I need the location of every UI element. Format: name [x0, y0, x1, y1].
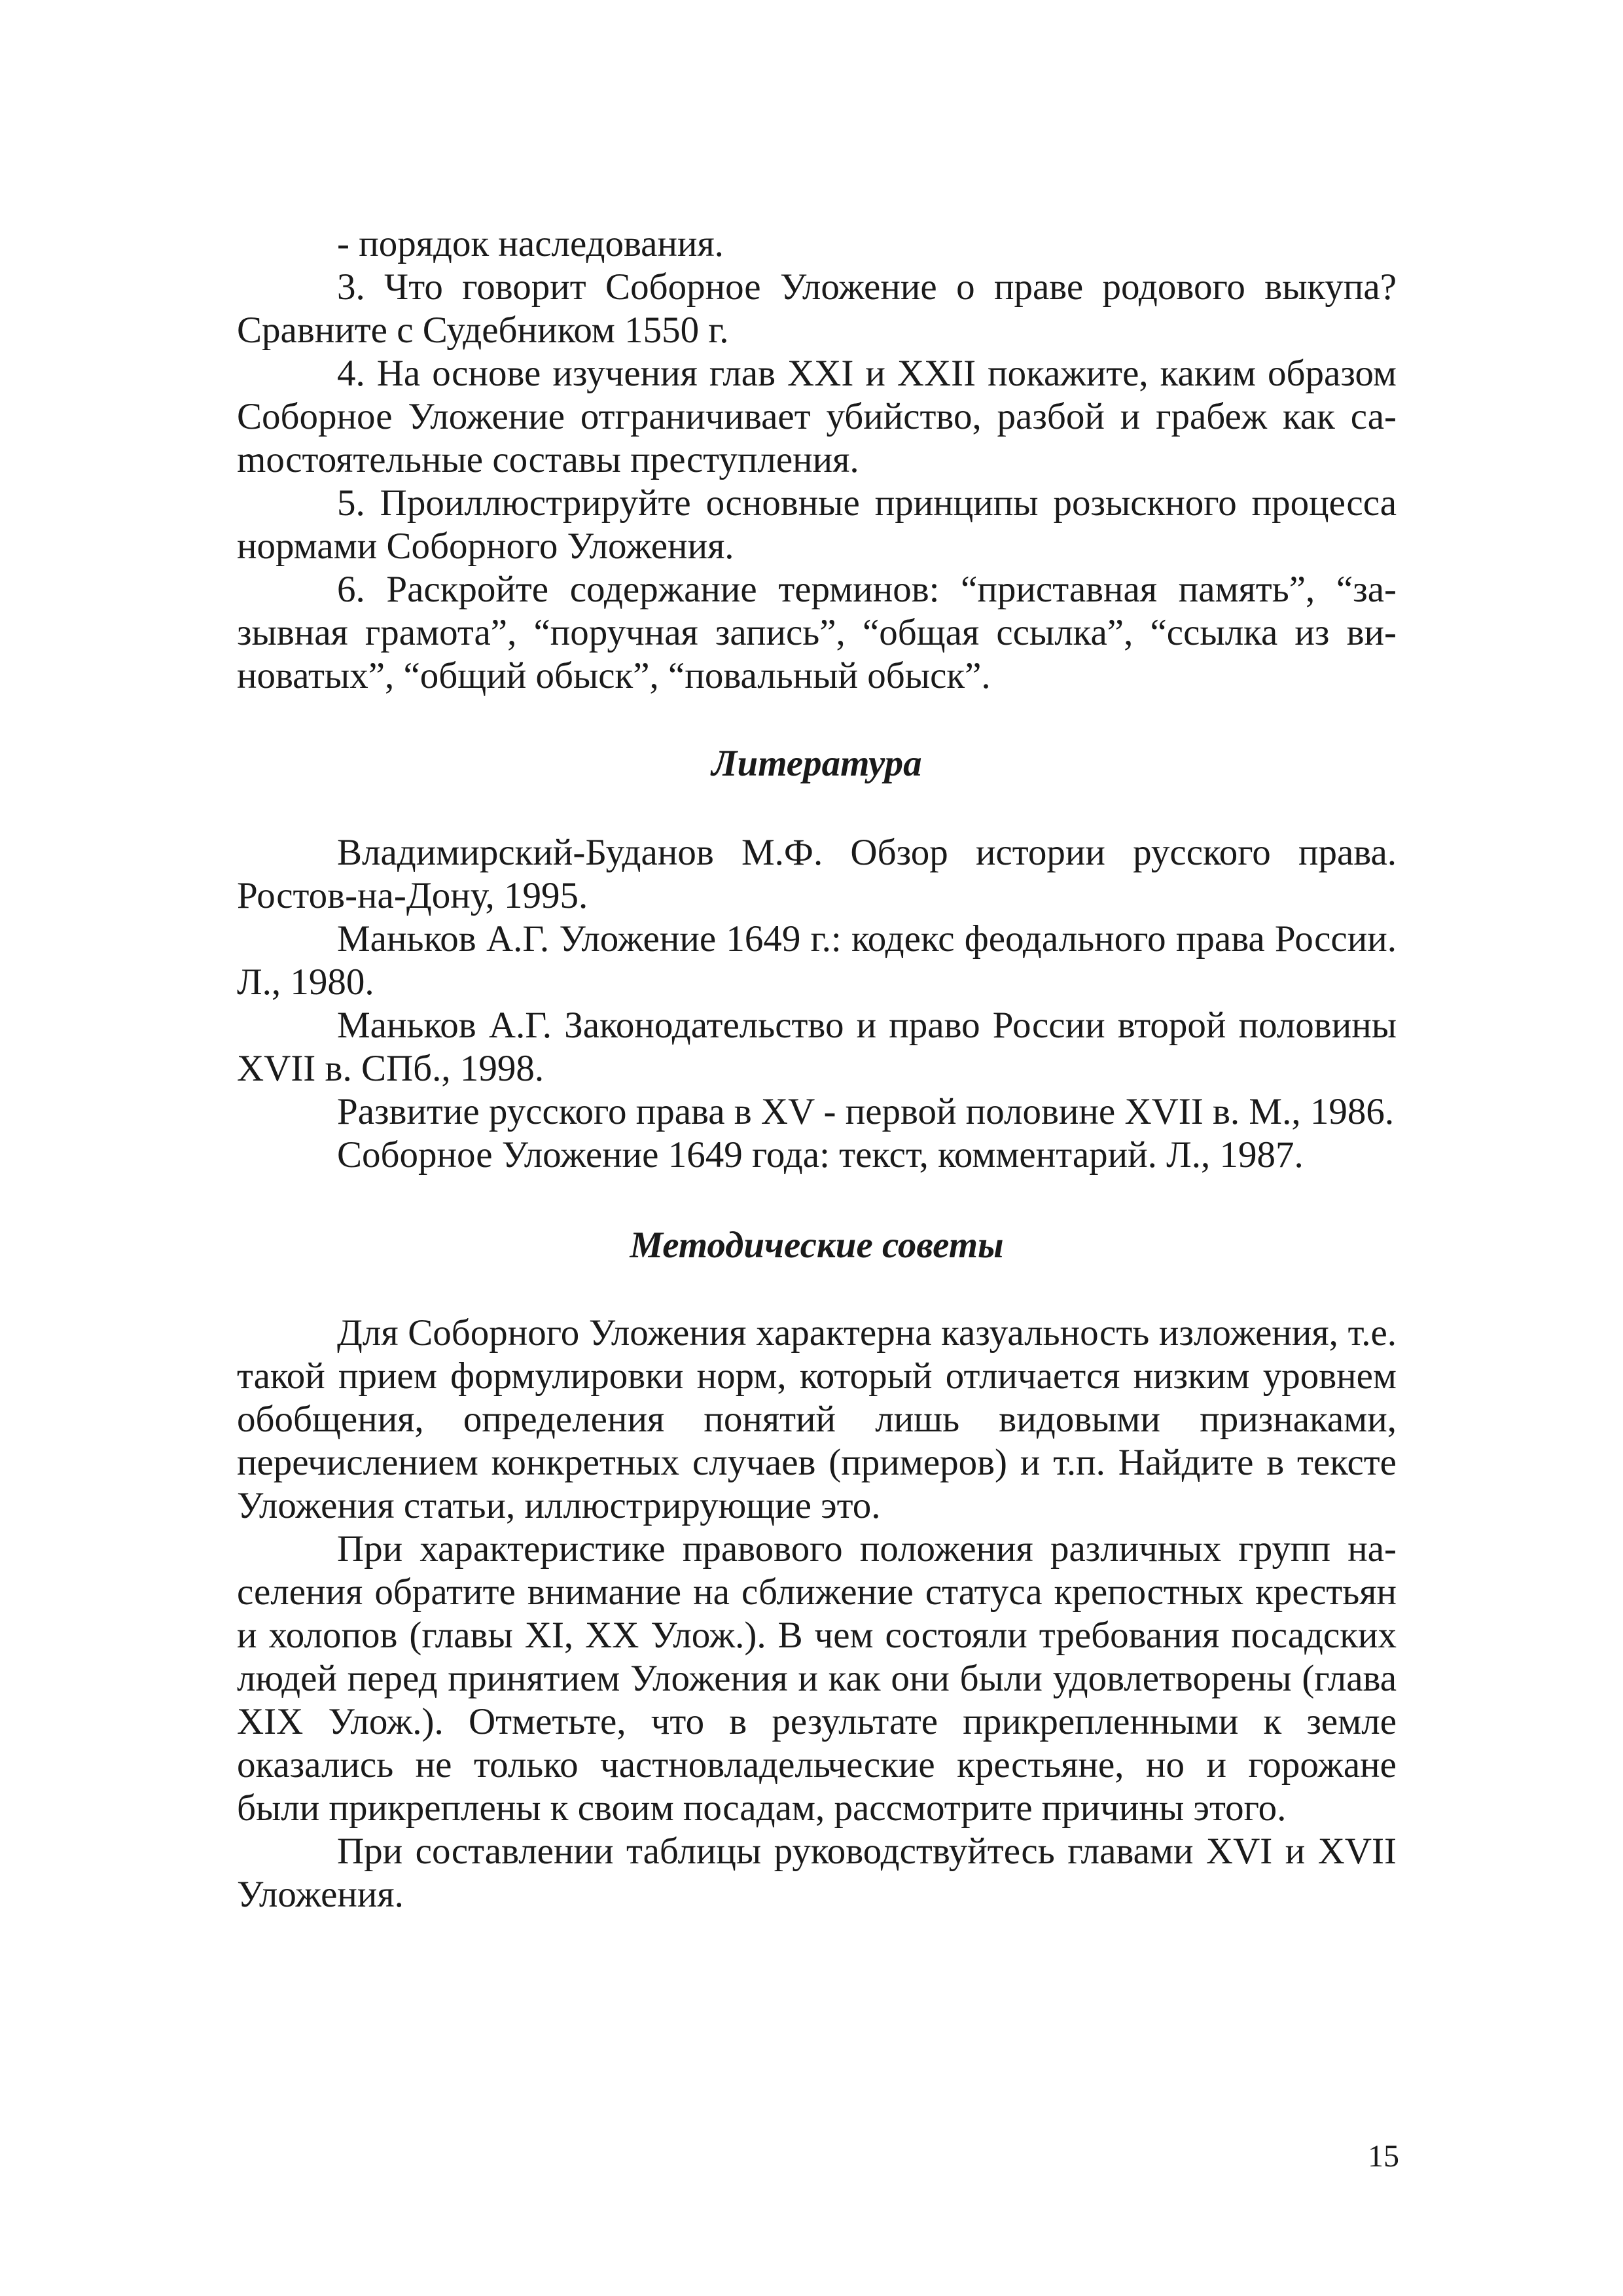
question-item: 3. Что говорит Соборное Уложение о праве родового выкупа? Сравните с Судебником 1550 г. — [237, 266, 1397, 351]
literature-item: Маньков А.Г. Уложение 1649 г.: кодекс феодального права России. Л., 1980. — [237, 918, 1397, 1003]
literature-item: Маньков А.Г. Законодательство и право России второй половины XVII в. СПб., 1998. — [237, 1005, 1397, 1089]
question-item: 6. Раскройте содержание терминов: “приставная память”, “зазывная грамота”, “поручная запись”, “общая ссылка”, “ссылка из виноватых”, “общий обыск”, “повальный обыск”. — [237, 569, 1397, 696]
literature-item: Развитие русского права в XV - первой половине XVII в. М., 1986. — [337, 1091, 1395, 1132]
question-item: 4. На основе изучения глав XXI и XXII покажите, каким образом Соборное Уложение отграничивает убийство, разбой и грабеж как саmостоятельные составы преступления. — [237, 353, 1397, 480]
question-item: 5. Проиллюстрируйте основные принципы розыскного процесса нормами Соборного Уложения. — [237, 482, 1397, 567]
literature-item: Владимирский-Буданов М.Ф. Обзор истории русского права. Ростов-на-Дону, 1995. — [237, 832, 1397, 916]
advice-paragraph: Для Соборного Уложения характерна казуальность изложения, т.е. такой прием формулировки норм, который отличается низким уровнем обобщения, определения понятий лишь видовыми признаками, перечислением конкретных случаев (примеров) и т.п. Найдите в тексте Уложения статьи, иллюстрирующие это. — [237, 1312, 1397, 1526]
page-number: 15 — [1368, 2139, 1399, 2174]
literature-heading: Литература — [711, 743, 922, 784]
literature-item: Соборное Уложение 1649 года: текст, комментарий. Л., 1987. — [337, 1134, 1304, 1175]
advice-paragraph: При характеристике правового положения различных групп населения обратите внимание на сближение статуса крепостных крестьян и холопов (главы XI, XX Улож.). В чем состояли требования посадских людей перед принятием Уложения и как они были удовлетворены (глава XIX Улож.). Отметьте, что в результате прикрепленными к земле оказались не только частновладельческие крестьяне, но и горожане были прикреплены к своим посадам, рассмотрите причины этого. — [237, 1528, 1397, 1829]
advice-paragraph: При составлении таблицы руководствуйтесь главами XVI и XVII Уложения. — [237, 1831, 1397, 1915]
question-item: - порядок наследования. — [337, 223, 724, 264]
advice-heading: Методические советы — [630, 1225, 1004, 1266]
page-body — [237, 223, 1397, 1916]
